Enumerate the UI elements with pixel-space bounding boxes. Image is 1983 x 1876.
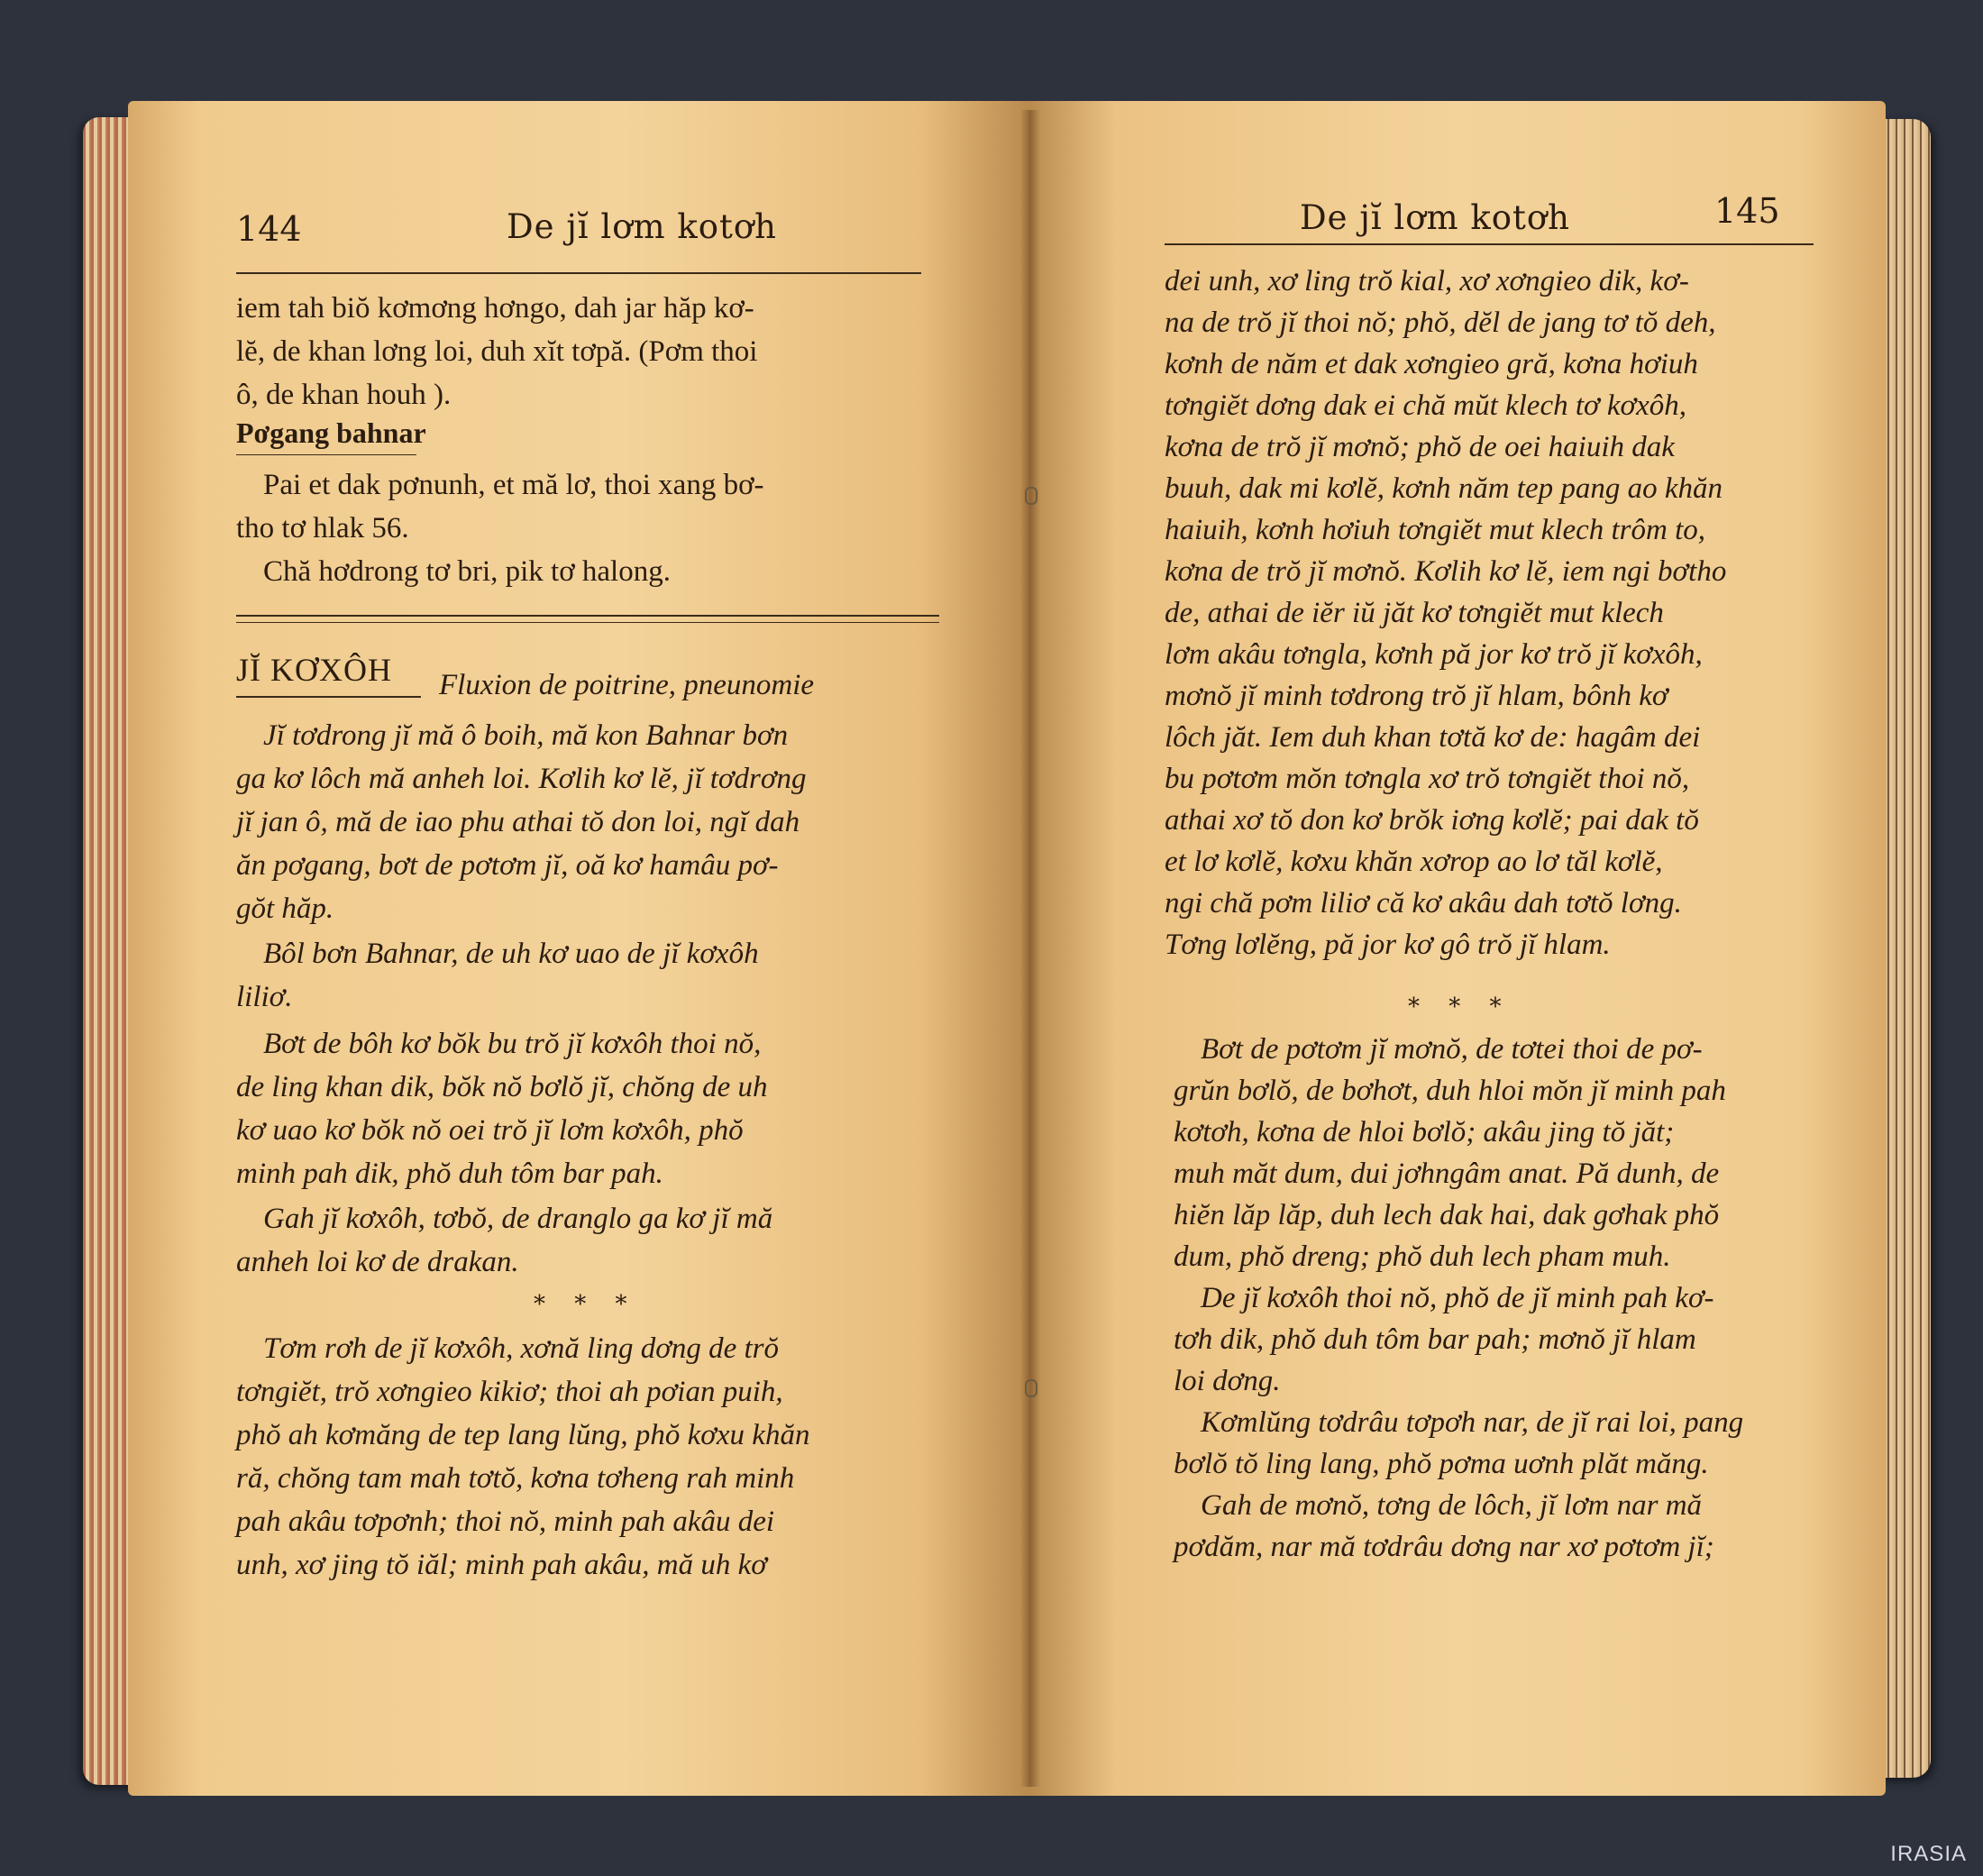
text-line: tho tơ hlak 56. xyxy=(236,512,409,544)
text-line: lơm akâu tơngla, kơnh pă jor kơ trŏ jĭ kơxôh, xyxy=(1165,638,1703,671)
text-line: Tơng lơlĕng, pă jor kơ gô trŏ jĭ hlam. xyxy=(1165,929,1611,961)
text-line: lôch jăt. Iem duh khan tơtă kơ de: hagâm dei xyxy=(1165,721,1701,754)
text-line: de ling khan dik, bŏk nŏ bơlŏ jĭ, chŏng de uh xyxy=(236,1071,768,1103)
text-line: athai xơ tŏ don kơ brŏk iơng kơlĕ; pai dak tŏ xyxy=(1165,804,1699,837)
section-rule xyxy=(236,622,939,623)
text-line: buuh, dak mi kơlĕ, kơnh năm tep pang ao khăn xyxy=(1165,472,1723,505)
text-line: hiĕn lăp lăp, duh lech dak hai, dak gơhak phŏ xyxy=(1174,1199,1720,1231)
text-line: jĭ jan ô, mă de iao phu athai tŏ don loi, ngĭ dah xyxy=(236,806,800,838)
text-line: unh, xơ jing tŏ iăl; minh pah akâu, mă uh kơ xyxy=(236,1549,767,1581)
text-line: grŭn bơlŏ, de bơhơt, duh hloi mŏn jĭ minh pah xyxy=(1174,1075,1726,1107)
binding-stitch xyxy=(1025,487,1037,505)
running-head: De jĭ lơm kotơh xyxy=(507,207,778,246)
text-line: iem tah biŏ kơmơng hơngo, dah jar hăp kơ- xyxy=(236,292,754,325)
text-line: tơngiĕt, trŏ xơngieo kikiơ; thoi ah pơian puih, xyxy=(236,1376,783,1408)
text-line: kơtơh, kơna de hloi bơlŏ; akâu jing tŏ jăt; xyxy=(1174,1116,1675,1148)
text-line: mơnŏ jĭ minh tơdrong trŏ jĭ hlam, bônh kơ xyxy=(1165,680,1668,712)
text-line: Jĭ tơdrong jĭ mă ô boih, mă kon Bahnar bơn xyxy=(263,719,789,752)
text-line: Kơmlŭng tơdrâu tơpơh nar, de jĭ rai loi, pang xyxy=(1201,1406,1744,1439)
subheading-underline xyxy=(236,454,416,455)
text-line: dum, phŏ dreng; phŏ duh lech pham muh. xyxy=(1174,1240,1671,1273)
text-line: haiuih, kơnh hơiuh tơngiĕt mut klech trôm to, xyxy=(1165,514,1706,546)
text-line: anheh loi kơ de drakan. xyxy=(236,1246,519,1278)
header-rule xyxy=(1165,243,1814,245)
text-line: loi dơng. xyxy=(1174,1365,1281,1397)
right-page xyxy=(1029,101,1886,1796)
text-line: gŏt hăp. xyxy=(236,892,334,925)
text-line: minh pah dik, phŏ duh tôm bar pah. xyxy=(236,1158,663,1190)
text-line: ăn pơgang, bơt de pơtơm jĭ, oă kơ hamâu pơ- xyxy=(236,849,779,882)
text-line: ngi chă pơm liliơ că kơ akâu dah tơtŏ lơng. xyxy=(1165,887,1682,920)
text-line: bu pơtơm mŏn tơngla xơ trŏ tơngiĕt thoi nŏ, xyxy=(1165,763,1690,795)
text-line: kơna de trŏ jĭ mơnŏ. Kơlih kơ lĕ, iem ngi bơtho xyxy=(1165,555,1727,588)
running-head: De jĭ lơm kotơh xyxy=(1300,198,1571,237)
watermark: IRASIA xyxy=(1890,1842,1967,1866)
text-line: de, athai de iĕr iŭ jăt kơ tơngiĕt mut klech xyxy=(1165,597,1664,629)
text-line: tơngiĕt dơng dak ei chă mŭt klech tơ kơxôh, xyxy=(1165,389,1687,422)
page-number: 144 xyxy=(236,209,302,249)
text-line: dei unh, xơ ling trŏ kial, xơ xơngieo dik, kơ- xyxy=(1165,265,1689,297)
open-book xyxy=(83,101,1931,1796)
text-line: Pai et dak pơnunh, et mă lơ, thoi xang bơ- xyxy=(263,469,764,501)
text-line: liliơ. xyxy=(236,981,293,1013)
section-stars: * * * xyxy=(534,1291,638,1318)
book-spine xyxy=(1020,110,1040,1787)
text-line: ga kơ lôch mă anheh loi. Kơlih kơ lĕ, jĭ tơdrơng xyxy=(236,763,807,795)
text-line: Bơt de bôh kơ bŏk bu trŏ jĭ kơxôh thoi nŏ, xyxy=(263,1028,762,1060)
text-line: na de trŏ jĭ thoi nŏ; phŏ, dĕl de jang tơ tŏ deh, xyxy=(1165,307,1716,339)
text-line: ô, de khan houh ). xyxy=(236,379,452,411)
binding-stitch xyxy=(1025,1379,1037,1397)
section-stars: * * * xyxy=(1408,993,1512,1020)
text-line: pơdăm, nar mă tơdrâu dơng nar xơ pơtơm jĭ; xyxy=(1174,1531,1714,1563)
text-line: lĕ, de khan lơng loi, duh xĭt tơpă. (Pơm thoi xyxy=(236,335,758,368)
subheading: Pơgang bahnar xyxy=(236,416,426,449)
text-line: Gah jĭ kơxôh, tơbŏ, de dranglo ga kơ jĭ mă xyxy=(263,1203,773,1235)
text-line: ră, chŏng tam mah tơtŏ, kơna tơheng rah minh xyxy=(236,1462,795,1495)
text-line: pah akâu tơpơnh; thoi nŏ, minh pah akâu dei xyxy=(236,1505,775,1538)
text-line: Tơm rơh de jĭ kơxôh, xơnă ling dơng de trŏ xyxy=(263,1332,780,1365)
text-line: tơh dik, phŏ duh tôm bar pah; mơnŏ jĭ hlam xyxy=(1174,1323,1696,1356)
section-title-underline xyxy=(236,696,421,698)
section-rule xyxy=(236,615,939,617)
text-line: Bơt de pơtơm jĭ mơnŏ, de tơtei thoi de pơ- xyxy=(1201,1033,1703,1066)
text-line: kơna de trŏ jĭ mơnŏ; phŏ de oei haiuih dak xyxy=(1165,431,1675,463)
text-line: Bôl bơn Bahnar, de uh kơ uao de jĭ kơxôh xyxy=(263,938,759,970)
text-line: kơnh de năm et dak xơngieo gră, kơna hơiuh xyxy=(1165,348,1698,380)
text-line: bơlŏ tŏ ling lang, phŏ pơma uơnh plăt măng. xyxy=(1174,1448,1709,1480)
section-title: JĬ KƠXÔH xyxy=(236,652,392,688)
section-subtitle: Fluxion de poitrine, pneunomie xyxy=(439,669,815,701)
text-line: kơ uao kơ bŏk nŏ oei trŏ jĭ lơm kơxôh, phŏ xyxy=(236,1114,744,1147)
header-rule xyxy=(236,272,921,274)
text-line: et lơ kơlĕ, kơxu khăn xơrop ao lơ tăl kơlĕ, xyxy=(1165,846,1663,878)
text-line: phŏ ah kơmăng de tep lang lŭng, phŏ kơxu khăn xyxy=(236,1419,810,1451)
text-line: muh măt dum, dui jơhngâm anat. Pă dunh, de xyxy=(1174,1158,1720,1190)
page-number: 145 xyxy=(1714,191,1780,231)
text-line: Chă hơdrong tơ bri, pik tơ halong. xyxy=(263,555,671,588)
text-line: Gah de mơnŏ, tơng de lôch, jĭ lơm nar mă xyxy=(1201,1489,1703,1522)
text-line: De jĭ kơxôh thoi nŏ, phŏ de jĭ minh pah kơ- xyxy=(1201,1282,1714,1314)
left-page xyxy=(128,101,1029,1796)
